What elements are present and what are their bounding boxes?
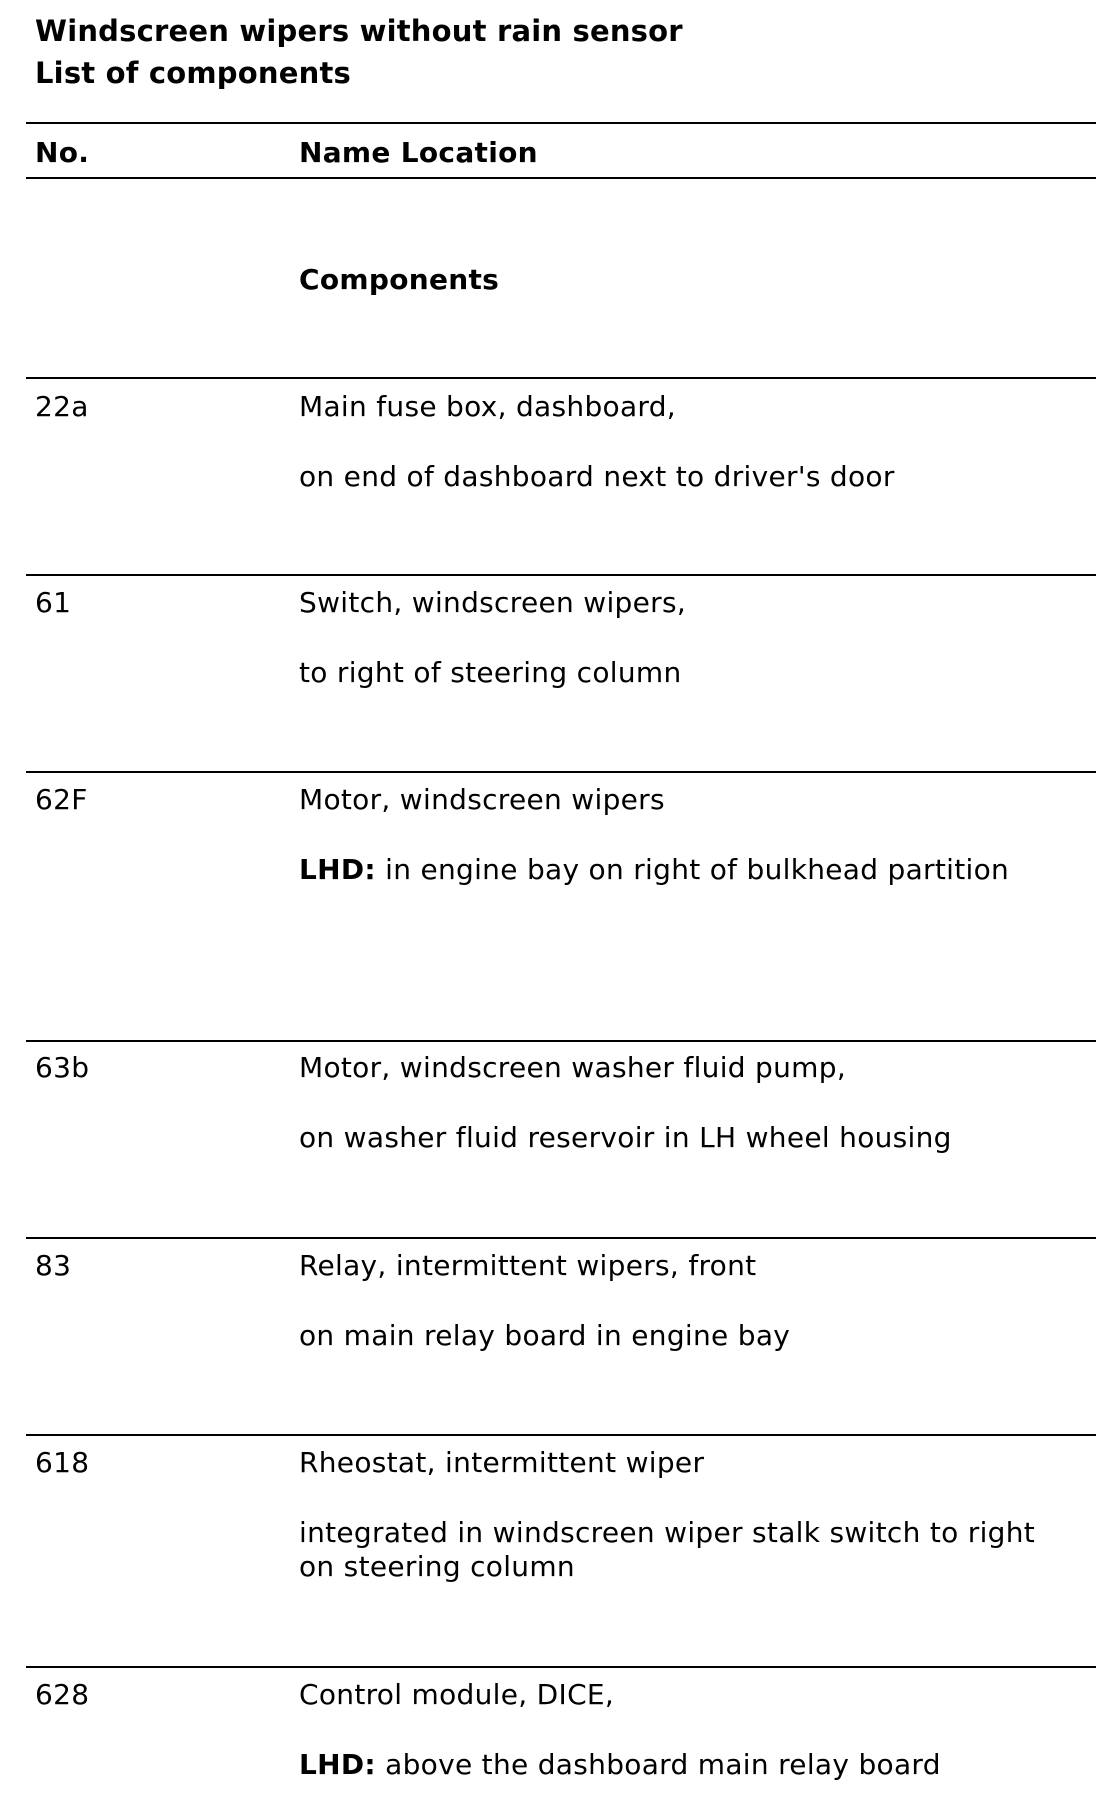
row-number: 618	[35, 1446, 90, 1479]
row-rule	[26, 1666, 1096, 1668]
component-name: Main fuse box, dashboard,	[299, 390, 676, 423]
component-location	[299, 1748, 1079, 1782]
component-name: Switch, windscreen wipers,	[299, 586, 687, 619]
row-number: 61	[35, 586, 72, 619]
row-rule	[26, 771, 1096, 773]
document-title	[35, 10, 683, 94]
row-rule	[26, 1237, 1096, 1239]
location-text: integrated in windscreen wiper stalk switch to right on steering column	[299, 1516, 1036, 1583]
row-number: 83	[35, 1249, 72, 1282]
location-prefix: LHD:	[299, 853, 376, 886]
row-rule	[26, 1434, 1096, 1436]
header-bottom-rule	[26, 177, 1096, 179]
component-location	[299, 460, 1079, 494]
component-location	[299, 1121, 1079, 1155]
location-text: above the dashboard main relay board	[375, 1748, 941, 1781]
document-title-line-1: Windscreen wipers without rain sensor	[35, 14, 683, 48]
row-rule	[26, 1040, 1096, 1042]
component-name: Motor, windscreen wipers	[299, 783, 665, 816]
location-text: to right of steering column	[299, 656, 682, 689]
section-title: Components	[299, 263, 500, 296]
header-no: No.	[35, 136, 90, 169]
component-location	[299, 1516, 1079, 1584]
location-text: on end of dashboard next to driver's door	[299, 460, 895, 493]
row-rule	[26, 574, 1096, 576]
location-text: on washer fluid reservoir in LH wheel housing	[299, 1121, 952, 1154]
component-name: Control module, DICE,	[299, 1678, 615, 1711]
component-location	[299, 656, 1079, 690]
component-name: Rheostat, intermittent wiper	[299, 1446, 705, 1479]
component-name: Relay, intermittent wipers, front	[299, 1249, 757, 1282]
header-name-location: Name Location	[299, 136, 538, 169]
location-text: on main relay board in engine bay	[299, 1319, 791, 1352]
document-title-line-2: List of components	[35, 56, 351, 90]
table-top-rule	[26, 122, 1096, 124]
component-location	[299, 1319, 1079, 1353]
location-text: in engine bay on right of bulkhead partition	[375, 853, 1010, 886]
row-number: 628	[35, 1678, 90, 1711]
row-rule	[26, 377, 1096, 379]
row-number: 63b	[35, 1051, 90, 1084]
row-number: 62F	[35, 783, 88, 816]
row-number: 22a	[35, 390, 89, 423]
location-prefix: LHD:	[299, 1748, 376, 1781]
component-name: Motor, windscreen washer fluid pump,	[299, 1051, 847, 1084]
component-location	[299, 853, 1079, 887]
